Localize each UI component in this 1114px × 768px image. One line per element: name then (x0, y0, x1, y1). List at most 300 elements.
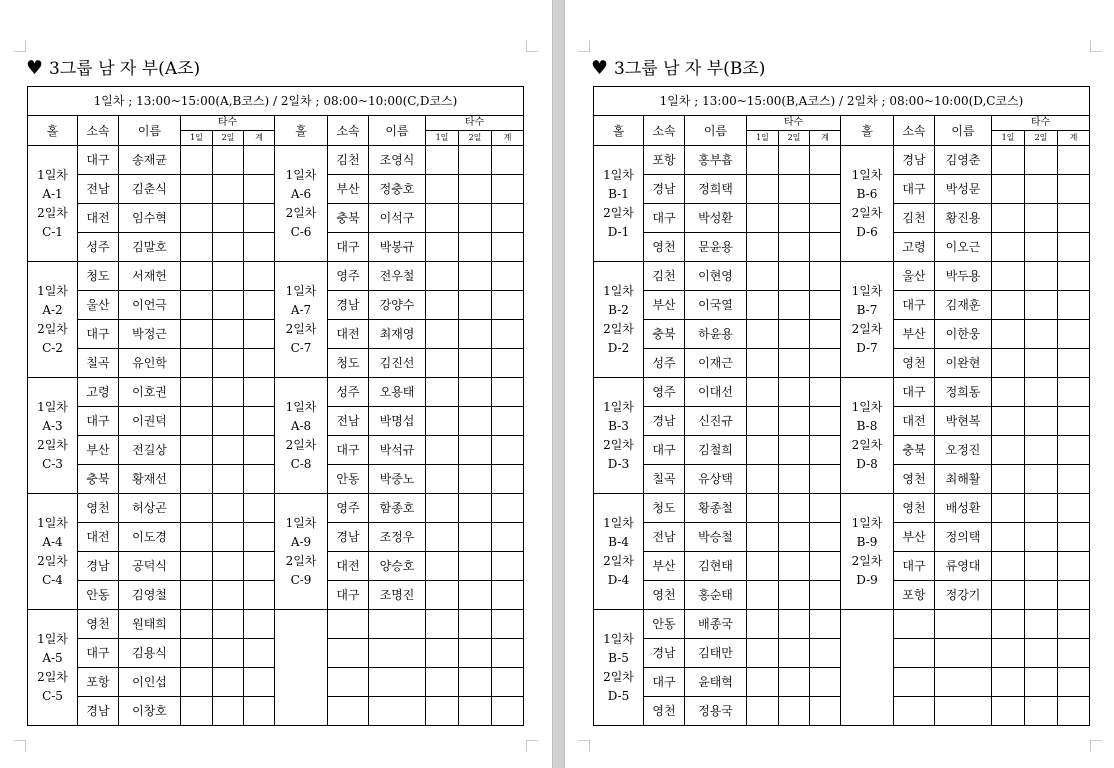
hole-line: 2일차 (285, 205, 317, 220)
page-title-text: 3그룹 남 자 부(A조) (49, 59, 201, 79)
score-day2 (459, 291, 492, 320)
score-day1 (992, 320, 1025, 349)
pairing-table (593, 86, 1090, 726)
hole-line: 2일차 (851, 437, 883, 452)
score-total (1058, 233, 1090, 262)
score-day1 (992, 436, 1025, 465)
score-day1 (426, 407, 459, 436)
hole-line: 1일차 (603, 283, 634, 298)
score-total (244, 349, 275, 378)
player-affiliation: 영천 (894, 349, 935, 378)
hole-line: A-2 (42, 302, 63, 317)
hole-line: 1일차 (285, 399, 317, 414)
score-day1 (747, 378, 779, 407)
player-affiliation: 대구 (78, 146, 119, 175)
hole-line: C-4 (42, 572, 63, 587)
score-total (810, 465, 841, 494)
player-name: 이재근 (685, 349, 747, 378)
score-total (492, 291, 524, 320)
player-name: 하윤용 (685, 320, 747, 349)
score-total (1058, 668, 1090, 697)
score-total (492, 697, 524, 726)
score-day1 (426, 146, 459, 175)
player-name: 정희택 (685, 175, 747, 204)
score-total (1058, 349, 1090, 378)
score-day1 (181, 668, 213, 697)
player-name: 이권덕 (119, 407, 181, 436)
player-name: 허상곤 (119, 494, 181, 523)
hole-line: 1일차 (285, 283, 317, 298)
hole-line: C-8 (290, 456, 312, 471)
score-total (492, 320, 524, 349)
player-affiliation (894, 697, 935, 726)
player-name: 김춘식 (119, 175, 181, 204)
player-name (935, 639, 992, 668)
player-affiliation: 대구 (78, 639, 119, 668)
score-day2 (459, 204, 492, 233)
hole-line: 1일차 (37, 167, 68, 182)
player-name: 정용국 (685, 697, 747, 726)
col-header-affiliation: 소속 (78, 116, 119, 146)
player-name (935, 610, 992, 639)
player-name: 정희동 (935, 378, 992, 407)
player-name: 박성환 (685, 204, 747, 233)
hole-line: D-5 (607, 688, 630, 703)
score-total (492, 175, 524, 204)
score-day1 (992, 610, 1025, 639)
score-day1 (181, 494, 213, 523)
score-day1 (426, 262, 459, 291)
score-total (810, 407, 841, 436)
hole-line: 1일차 (37, 515, 68, 530)
score-day1 (181, 320, 213, 349)
score-day1 (426, 697, 459, 726)
schedule-line: 1일차 ; 13:00~15:00(A,B코스) / 2일차 ; 08:00~10:00(C,D코스) (28, 87, 524, 116)
score-day1 (426, 639, 459, 668)
score-day1 (181, 146, 213, 175)
hole-line: A-3 (42, 418, 63, 433)
score-day1 (747, 697, 779, 726)
score-day2 (1025, 320, 1058, 349)
score-day1 (426, 523, 459, 552)
score-day2 (1025, 146, 1058, 175)
score-day2 (213, 349, 244, 378)
hole-line: 2일차 (37, 553, 68, 568)
score-day2 (779, 204, 810, 233)
score-day2 (459, 146, 492, 175)
score-day2 (213, 697, 244, 726)
score-day2 (213, 291, 244, 320)
score-day1 (992, 697, 1025, 726)
player-affiliation: 대구 (328, 581, 369, 610)
score-day1 (992, 175, 1025, 204)
player-affiliation: 안동 (78, 581, 119, 610)
player-affiliation: 영천 (894, 465, 935, 494)
hole-line: 2일차 (603, 321, 634, 336)
score-day2 (1025, 494, 1058, 523)
score-total (244, 407, 275, 436)
score-total (492, 523, 524, 552)
player-affiliation: 고령 (78, 378, 119, 407)
score-total (492, 146, 524, 175)
score-day1 (426, 581, 459, 610)
col-header-day2: 2일 (779, 131, 810, 146)
hole-line: D-9 (856, 572, 878, 587)
col-header-total: 계 (1058, 131, 1090, 146)
score-day1 (747, 436, 779, 465)
player-affiliation: 충북 (78, 465, 119, 494)
score-day1 (992, 262, 1025, 291)
score-total (492, 204, 524, 233)
score-day2 (459, 523, 492, 552)
player-name: 박현복 (935, 407, 992, 436)
player-name: 황종철 (685, 494, 747, 523)
col-header-name: 이름 (935, 116, 992, 146)
hole-line: A-7 (290, 302, 312, 317)
col-header-total: 계 (810, 131, 841, 146)
player-affiliation: 부산 (894, 320, 935, 349)
score-day2 (779, 697, 810, 726)
score-total (810, 233, 841, 262)
score-day2 (459, 378, 492, 407)
hole-assignment-empty (841, 610, 894, 726)
score-total (492, 610, 524, 639)
score-day2 (213, 465, 244, 494)
col-header-day1: 1일 (747, 131, 779, 146)
hole-line: 1일차 (851, 399, 883, 414)
player-name: 류영대 (935, 552, 992, 581)
crop-mark (526, 740, 538, 752)
score-day2 (213, 320, 244, 349)
score-day1 (181, 291, 213, 320)
player-name: 이창호 (119, 697, 181, 726)
score-day2 (779, 610, 810, 639)
score-total (492, 349, 524, 378)
schedule-line: 1일차 ; 13:00~15:00(B,A코스) / 2일차 ; 08:00~10:00(D,C코스) (594, 87, 1090, 116)
score-day2 (213, 146, 244, 175)
player-affiliation: 김천 (894, 204, 935, 233)
score-total (810, 146, 841, 175)
player-affiliation: 청도 (78, 262, 119, 291)
score-day1 (747, 407, 779, 436)
player-affiliation (328, 610, 369, 639)
player-affiliation: 경남 (78, 552, 119, 581)
score-day1 (992, 349, 1025, 378)
player-affiliation: 경남 (894, 146, 935, 175)
score-day1 (181, 349, 213, 378)
hole-line: 2일차 (285, 437, 317, 452)
heart-icon: ♥ (26, 57, 44, 79)
hole-assignment (275, 146, 328, 262)
score-day2 (779, 262, 810, 291)
player-affiliation: 대구 (328, 436, 369, 465)
player-name: 이대선 (685, 378, 747, 407)
score-day1 (747, 349, 779, 378)
score-day1 (426, 204, 459, 233)
score-day2 (1025, 523, 1058, 552)
score-total (244, 233, 275, 262)
col-header-name: 이름 (369, 116, 426, 146)
score-day2 (459, 610, 492, 639)
player-row (594, 262, 1090, 291)
score-total (1058, 407, 1090, 436)
hole-line: D-3 (607, 456, 630, 471)
score-day1 (992, 204, 1025, 233)
score-day2 (459, 552, 492, 581)
hole-assignment (275, 262, 328, 378)
score-day2 (1025, 291, 1058, 320)
hole-line: 1일차 (37, 399, 68, 414)
player-name: 김재훈 (935, 291, 992, 320)
player-affiliation: 전남 (328, 407, 369, 436)
score-day2 (779, 233, 810, 262)
col-header-affiliation: 소속 (644, 116, 685, 146)
score-total (1058, 697, 1090, 726)
score-total (1058, 581, 1090, 610)
hole-line: 2일차 (285, 321, 317, 336)
hole-line: B-3 (608, 418, 629, 433)
score-day2 (1025, 697, 1058, 726)
score-day2 (459, 697, 492, 726)
score-total (244, 552, 275, 581)
score-total (1058, 465, 1090, 494)
score-day1 (181, 581, 213, 610)
score-total (244, 436, 275, 465)
score-day1 (181, 204, 213, 233)
player-row (594, 146, 1090, 175)
hole-line: 2일차 (851, 553, 883, 568)
player-affiliation: 부산 (328, 175, 369, 204)
player-name: 홍부흡 (685, 146, 747, 175)
player-name: 이현영 (685, 262, 747, 291)
score-day1 (426, 320, 459, 349)
hole-assignment (275, 378, 328, 494)
hole-line: 1일차 (603, 167, 634, 182)
hole-line: B-9 (856, 534, 878, 549)
player-affiliation: 영주 (644, 378, 685, 407)
player-affiliation (894, 610, 935, 639)
hole-line: 2일차 (37, 321, 68, 336)
hole-line: 2일차 (851, 321, 883, 336)
score-day1 (747, 262, 779, 291)
player-affiliation: 울산 (894, 262, 935, 291)
player-name: 김현태 (685, 552, 747, 581)
score-day1 (181, 262, 213, 291)
score-day2 (213, 581, 244, 610)
score-total (244, 378, 275, 407)
hole-line: D-4 (607, 572, 630, 587)
player-affiliation: 경남 (644, 407, 685, 436)
score-total (492, 378, 524, 407)
score-total (810, 697, 841, 726)
score-day1 (426, 291, 459, 320)
score-day1 (747, 465, 779, 494)
crop-mark (14, 40, 26, 52)
hole-line: 2일차 (37, 205, 68, 220)
score-day2 (779, 320, 810, 349)
player-row (28, 494, 524, 523)
hole-line: D-2 (607, 340, 630, 355)
hole-line: 2일차 (603, 553, 634, 568)
player-affiliation: 대구 (894, 378, 935, 407)
score-day1 (181, 233, 213, 262)
col-header-hole: 홀 (594, 116, 644, 146)
score-day1 (426, 436, 459, 465)
score-day2 (213, 262, 244, 291)
crop-mark (578, 740, 590, 752)
hole-line: B-8 (856, 418, 878, 433)
player-affiliation: 충북 (644, 320, 685, 349)
score-day1 (747, 639, 779, 668)
score-total (244, 146, 275, 175)
hole-line: A-1 (42, 186, 63, 201)
score-day2 (1025, 639, 1058, 668)
player-affiliation: 칠곡 (644, 465, 685, 494)
player-name: 함종호 (369, 494, 426, 523)
score-day2 (1025, 175, 1058, 204)
col-header-day1: 1일 (426, 131, 459, 146)
score-total (492, 668, 524, 697)
player-name: 홍순태 (685, 581, 747, 610)
heart-icon: ♥ (591, 57, 609, 79)
score-day2 (213, 552, 244, 581)
col-header-hole: 홀 (28, 116, 78, 146)
hole-line: A-4 (42, 534, 63, 549)
score-total (1058, 262, 1090, 291)
player-name: 임수혁 (119, 204, 181, 233)
player-affiliation (328, 668, 369, 697)
score-day1 (426, 175, 459, 204)
score-day1 (747, 494, 779, 523)
player-affiliation: 대전 (328, 320, 369, 349)
player-affiliation: 대구 (78, 320, 119, 349)
player-name (935, 697, 992, 726)
score-day1 (992, 552, 1025, 581)
score-total (810, 349, 841, 378)
hole-line: 1일차 (851, 167, 883, 182)
player-row (594, 378, 1090, 407)
player-affiliation: 김천 (644, 262, 685, 291)
player-affiliation: 대구 (644, 668, 685, 697)
player-row (28, 610, 524, 639)
player-name: 김태만 (685, 639, 747, 668)
player-affiliation: 부산 (644, 552, 685, 581)
score-day2 (779, 349, 810, 378)
score-day2 (213, 204, 244, 233)
player-affiliation: 안동 (328, 465, 369, 494)
hole-line: C-6 (290, 224, 312, 239)
score-total (492, 262, 524, 291)
player-row (28, 262, 524, 291)
score-day2 (459, 349, 492, 378)
player-name (935, 668, 992, 697)
hole-assignment (594, 494, 644, 610)
score-day2 (459, 262, 492, 291)
player-name: 신진규 (685, 407, 747, 436)
player-name: 서재헌 (119, 262, 181, 291)
page-title-text: 3그룹 남 자 부(B조) (614, 59, 766, 79)
score-total (244, 175, 275, 204)
score-day2 (1025, 233, 1058, 262)
player-name: 이호권 (119, 378, 181, 407)
player-affiliation: 성주 (328, 378, 369, 407)
player-name: 박정근 (119, 320, 181, 349)
player-name: 정의택 (935, 523, 992, 552)
score-total (810, 552, 841, 581)
hole-assignment (28, 378, 78, 494)
score-day2 (1025, 378, 1058, 407)
score-day2 (213, 233, 244, 262)
score-total (1058, 494, 1090, 523)
hole-assignment (28, 146, 78, 262)
score-total (1058, 146, 1090, 175)
player-name: 오용태 (369, 378, 426, 407)
score-day2 (779, 146, 810, 175)
score-day1 (992, 378, 1025, 407)
player-affiliation: 영주 (328, 494, 369, 523)
col-header-day1: 1일 (181, 131, 213, 146)
hole-line: C-5 (42, 688, 63, 703)
hole-line: 1일차 (851, 515, 883, 530)
score-day2 (459, 436, 492, 465)
player-name: 박두용 (935, 262, 992, 291)
player-affiliation: 칠곡 (78, 349, 119, 378)
player-affiliation: 포항 (644, 146, 685, 175)
player-affiliation (894, 668, 935, 697)
hole-line: D-7 (856, 340, 878, 355)
score-day1 (181, 523, 213, 552)
score-total (1058, 175, 1090, 204)
hole-line: C-7 (290, 340, 312, 355)
score-total (244, 291, 275, 320)
score-total (1058, 378, 1090, 407)
score-total (492, 494, 524, 523)
score-total (1058, 436, 1090, 465)
player-name: 박승철 (685, 523, 747, 552)
player-name (369, 639, 426, 668)
score-day2 (1025, 668, 1058, 697)
score-day1 (181, 697, 213, 726)
hole-line: A-9 (290, 534, 312, 549)
player-affiliation (894, 639, 935, 668)
crop-mark (14, 740, 26, 752)
score-day2 (1025, 552, 1058, 581)
score-day1 (181, 465, 213, 494)
player-name: 문윤용 (685, 233, 747, 262)
player-affiliation: 영천 (644, 233, 685, 262)
player-affiliation: 울산 (78, 291, 119, 320)
hole-assignment (841, 146, 894, 262)
score-day2 (213, 668, 244, 697)
player-affiliation: 경남 (644, 175, 685, 204)
hole-assignment (841, 262, 894, 378)
player-affiliation: 부산 (644, 291, 685, 320)
score-day1 (181, 436, 213, 465)
score-day1 (992, 465, 1025, 494)
hole-line: B-2 (608, 302, 629, 317)
player-affiliation: 대구 (894, 552, 935, 581)
player-affiliation: 영천 (78, 494, 119, 523)
score-total (1058, 204, 1090, 233)
player-name: 조영식 (369, 146, 426, 175)
score-day2 (459, 175, 492, 204)
player-affiliation: 부산 (894, 523, 935, 552)
player-name: 이석구 (369, 204, 426, 233)
hole-line: 2일차 (37, 669, 68, 684)
score-total (810, 175, 841, 204)
score-total (810, 639, 841, 668)
hole-line: C-1 (42, 224, 63, 239)
